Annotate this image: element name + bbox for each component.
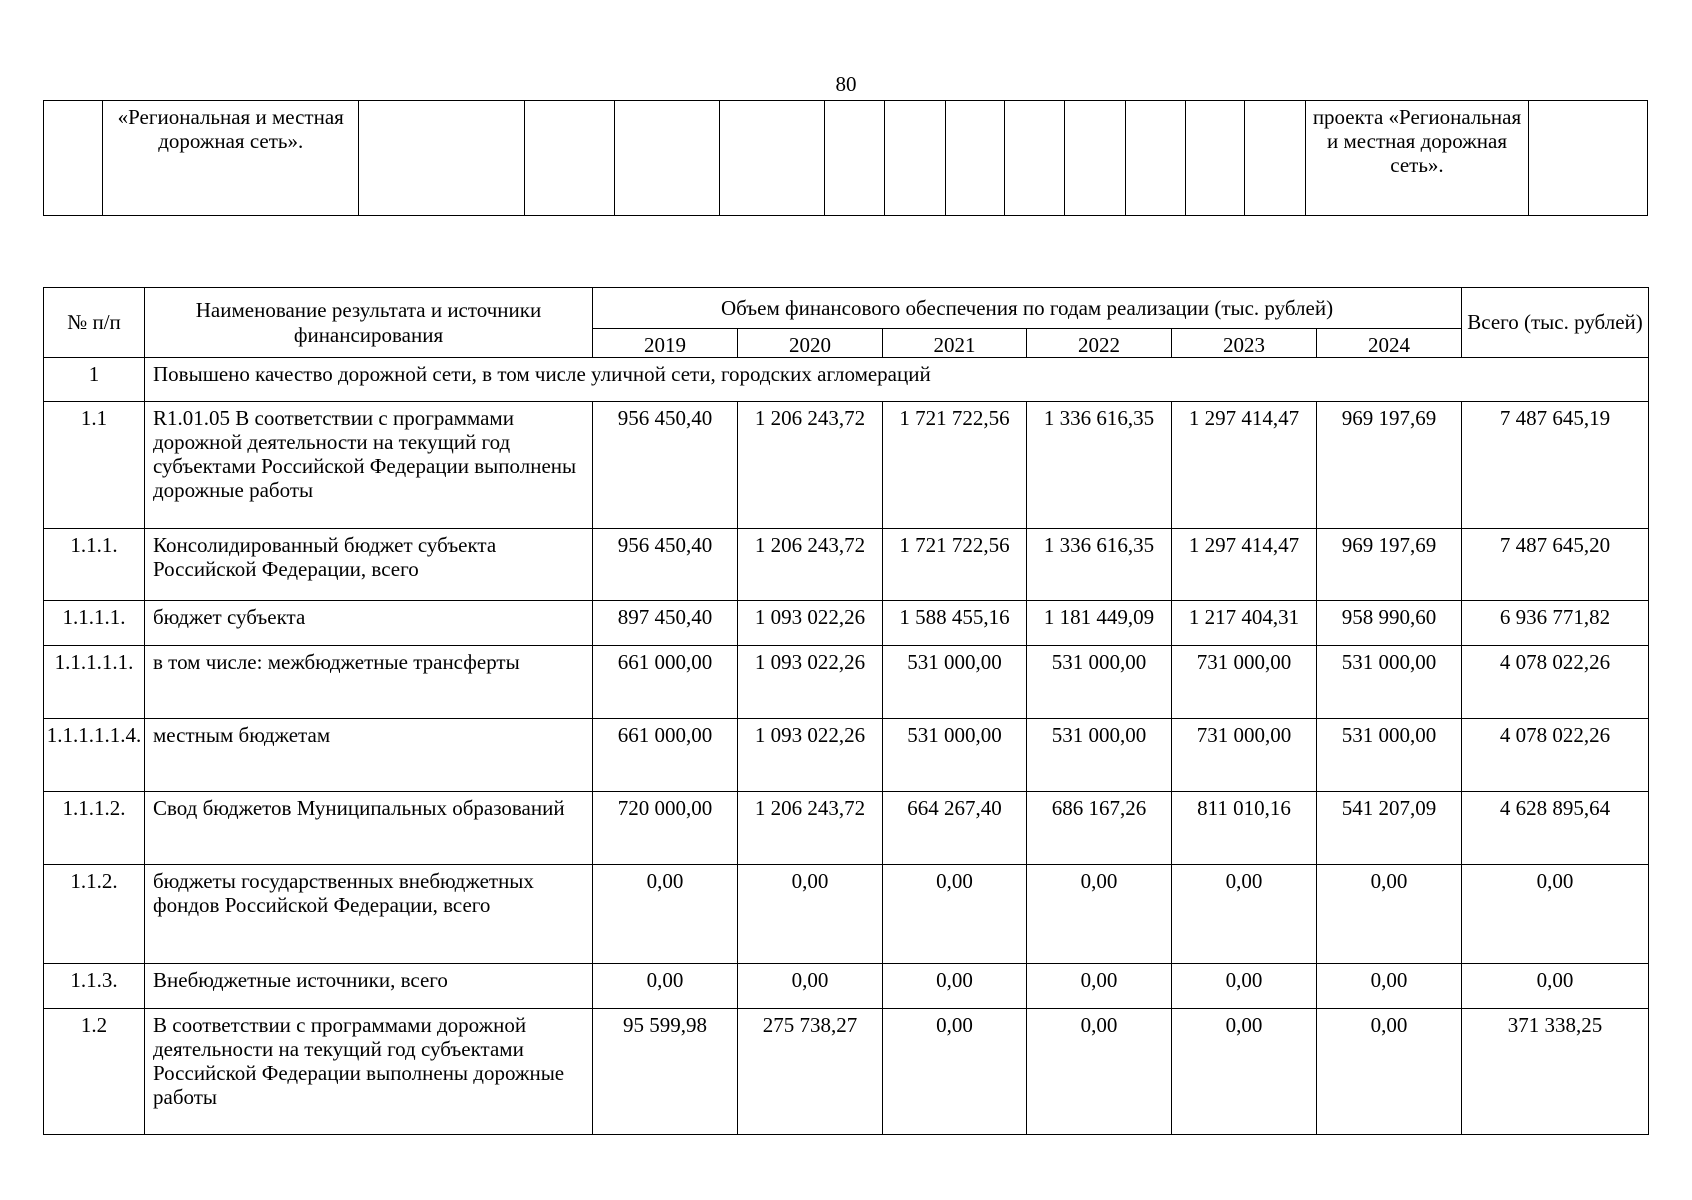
row-value: 531 000,00 [1027, 646, 1172, 719]
header-year: 2023 [1172, 329, 1317, 358]
row-value: 897 450,40 [593, 601, 738, 646]
row-value: 811 010,16 [1172, 792, 1317, 865]
row-name: Внебюджетные источники, всего [145, 964, 593, 1009]
section-num: 1 [44, 358, 145, 402]
row-value: 1 217 404,31 [1172, 601, 1317, 646]
row-value: 0,00 [738, 865, 883, 964]
row-value: 1 721 722,56 [883, 529, 1027, 601]
row-total: 371 338,25 [1462, 1009, 1649, 1135]
row-value: 731 000,00 [1172, 719, 1317, 792]
row-value: 0,00 [593, 865, 738, 964]
row-total: 4 078 022,26 [1462, 646, 1649, 719]
table-row [44, 646, 1649, 719]
row-total: 4 078 022,26 [1462, 719, 1649, 792]
row-value: 0,00 [1172, 865, 1317, 964]
row-value: 531 000,00 [883, 719, 1027, 792]
row-value: 0,00 [1172, 1009, 1317, 1135]
row-value: 0,00 [1317, 865, 1462, 964]
row-total: 6 936 771,82 [1462, 601, 1649, 646]
row-num: 1.1.1.1.1.4. [44, 719, 145, 792]
row-name: Консолидированный бюджет субъекта Российской Федерации, всего [145, 529, 593, 601]
section-row [44, 358, 1649, 402]
row-value: 0,00 [883, 964, 1027, 1009]
header-total: Всего (тыс. рублей) [1462, 288, 1649, 358]
row-value: 969 197,69 [1317, 529, 1462, 601]
row-name: в том числе: межбюджетные трансферты [145, 646, 593, 719]
row-value: 969 197,69 [1317, 402, 1462, 529]
row-value: 1 297 414,47 [1172, 529, 1317, 601]
header-year: 2021 [883, 329, 1027, 358]
row-value: 0,00 [1027, 964, 1172, 1009]
row-value: 686 167,26 [1027, 792, 1172, 865]
row-num: 1.2 [44, 1009, 145, 1135]
table-row [44, 402, 1649, 529]
table-row [44, 1009, 1649, 1135]
row-num: 1.1.1.2. [44, 792, 145, 865]
row-value: 1 093 022,26 [738, 646, 883, 719]
cell-empty [1005, 101, 1065, 216]
row-num: 1.1.1.1. [44, 601, 145, 646]
cell-empty [1186, 101, 1245, 216]
project-name-cell: «Региональная и местная дорожная сеть». [103, 101, 359, 216]
header-year: 2024 [1317, 329, 1462, 358]
row-value: 956 450,40 [593, 402, 738, 529]
row-value: 0,00 [1027, 865, 1172, 964]
row-total: 7 487 645,19 [1462, 402, 1649, 529]
table-row [44, 865, 1649, 964]
header-year: 2019 [593, 329, 738, 358]
row-num: 1.1.1. [44, 529, 145, 601]
table-row [44, 719, 1649, 792]
row-value: 0,00 [593, 964, 738, 1009]
row-value: 95 599,98 [593, 1009, 738, 1135]
cell-empty [1065, 101, 1125, 216]
row-value: 0,00 [1317, 1009, 1462, 1135]
row-total: 4 628 895,64 [1462, 792, 1649, 865]
row-num: 1.1 [44, 402, 145, 529]
cell-empty [1529, 101, 1648, 216]
row-value: 958 990,60 [1317, 601, 1462, 646]
row-num: 1.1.1.1.1. [44, 646, 145, 719]
cell-empty [945, 101, 1004, 216]
row-value: 1 093 022,26 [738, 601, 883, 646]
row-value: 1 206 243,72 [738, 402, 883, 529]
row-value: 0,00 [883, 865, 1027, 964]
table-row [44, 964, 1649, 1009]
row-value: 1 336 616,35 [1027, 402, 1172, 529]
row-name: В соответствии с программами дорожной деятельности на текущий год субъектами Российской Федерации выполнены дорожные работы [145, 1009, 593, 1135]
cell-empty [359, 101, 524, 216]
header-year: 2022 [1027, 329, 1172, 358]
row-value: 1 297 414,47 [1172, 402, 1317, 529]
row-value: 531 000,00 [1317, 646, 1462, 719]
cell-empty [44, 101, 103, 216]
row-total: 0,00 [1462, 964, 1649, 1009]
table-row [44, 601, 1649, 646]
row-value: 531 000,00 [883, 646, 1027, 719]
row-total: 7 487 645,20 [1462, 529, 1649, 601]
cell-empty [720, 101, 825, 216]
row-value: 720 000,00 [593, 792, 738, 865]
header-num: № п/п [44, 288, 145, 358]
row-num: 1.1.3. [44, 964, 145, 1009]
row-value: 0,00 [883, 1009, 1027, 1135]
cell-empty [524, 101, 614, 216]
row-value: 531 000,00 [1027, 719, 1172, 792]
responsible-cell: проекта «Региональная и местная дорожная сеть». [1305, 101, 1529, 216]
row-value: 0,00 [1172, 964, 1317, 1009]
cell-empty [1125, 101, 1185, 216]
row-name: бюджеты государственных внебюджетных фондов Российской Федерации, всего [145, 865, 593, 964]
cell-empty [615, 101, 720, 216]
row-value: 661 000,00 [593, 646, 738, 719]
row-name: местным бюджетам [145, 719, 593, 792]
cell-empty [885, 101, 945, 216]
row-value: 1 588 455,16 [883, 601, 1027, 646]
row-name: бюджет субъекта [145, 601, 593, 646]
continuation-table [43, 100, 1648, 216]
table-row [44, 792, 1649, 865]
row-name: R1.01.05 В соответствии с программами дорожной деятельности на текущий год субъектами Российской Федерации выполнены дорожные работы [145, 402, 593, 529]
row-value: 1 336 616,35 [1027, 529, 1172, 601]
row-value: 731 000,00 [1172, 646, 1317, 719]
row-value: 1 181 449,09 [1027, 601, 1172, 646]
row-value: 541 207,09 [1317, 792, 1462, 865]
row-value: 275 738,27 [738, 1009, 883, 1135]
header-row [44, 288, 1649, 329]
cell-empty [825, 101, 885, 216]
row-value: 1 093 022,26 [738, 719, 883, 792]
row-total: 0,00 [1462, 865, 1649, 964]
row-value: 661 000,00 [593, 719, 738, 792]
finance-table [43, 287, 1649, 1135]
header-year: 2020 [738, 329, 883, 358]
table-row [44, 529, 1649, 601]
row-value: 664 267,40 [883, 792, 1027, 865]
page-number: 80 [835, 72, 857, 96]
section-title: Повышено качество дорожной сети, в том числе уличной сети, городских агломераций [145, 358, 1649, 402]
row-name: Свод бюджетов Муниципальных образований [145, 792, 593, 865]
row-value: 1 206 243,72 [738, 529, 883, 601]
header-name: Наименование результата и источники финансирования [145, 288, 593, 358]
cell-empty [1245, 101, 1305, 216]
row-value: 1 206 243,72 [738, 792, 883, 865]
row-value: 1 721 722,56 [883, 402, 1027, 529]
row-num: 1.1.2. [44, 865, 145, 964]
row-value: 0,00 [1027, 1009, 1172, 1135]
row-value: 0,00 [1317, 964, 1462, 1009]
row-value: 0,00 [738, 964, 883, 1009]
header-volume: Объем финансового обеспечения по годам реализации (тыс. рублей) [593, 288, 1462, 329]
continuation-row [44, 101, 1648, 216]
row-value: 531 000,00 [1317, 719, 1462, 792]
row-value: 956 450,40 [593, 529, 738, 601]
